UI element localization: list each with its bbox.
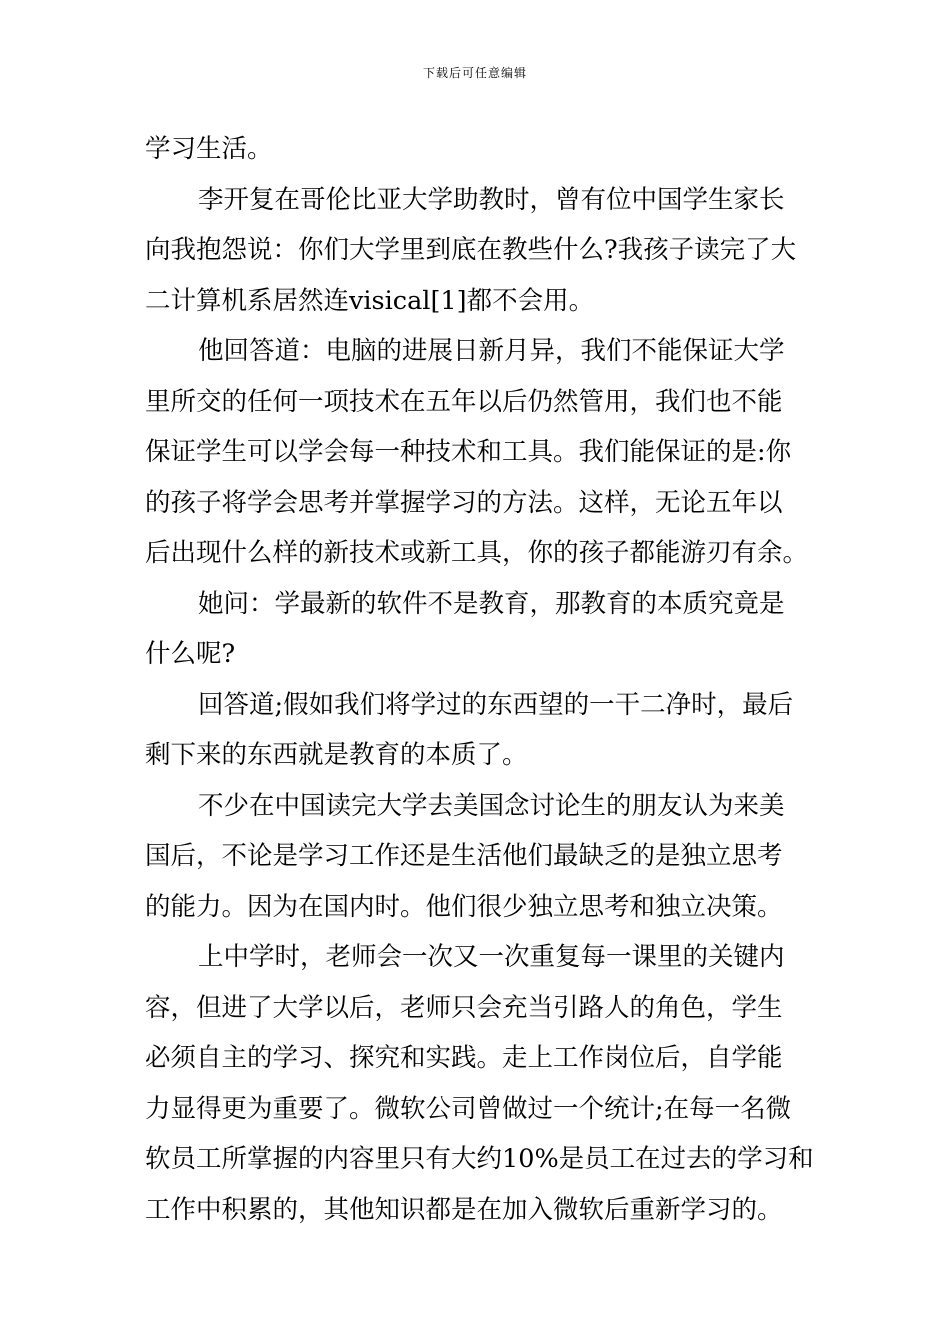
document-body — [145, 124, 814, 1235]
paragraph — [145, 680, 807, 781]
paragraph — [145, 124, 807, 175]
text-line: 李开复在哥伦比亚大学助教时，曾有位中国学生家长 — [198, 184, 785, 215]
text-line: 的孩子将学会思考并掌握学习的方法。这样，无论五年以 — [145, 487, 783, 518]
text-line: 必须自主的学习、探究和实践。走上工作岗位后，自学能 — [145, 1043, 783, 1073]
text-line: 软员工所掌握的内容里只有大约10%是员工在过去的学习和 — [145, 1144, 814, 1174]
paragraph — [145, 781, 807, 933]
text-line: 回答道;假如我们将学过的东西望的一干二净时，最后 — [198, 689, 794, 720]
page-header: 下载后可任意编辑 — [422, 66, 527, 80]
text-line: 他回答道：电脑的进展日新月异，我们不能保证大学 — [198, 336, 785, 366]
text-line: 的能力。因为在国内时。他们很少独立思考和独立决策。 — [145, 891, 783, 922]
text-line: 保证学生可以学会每一种技术和工具。我们能保证的是:你 — [145, 437, 792, 467]
text-line: 容，但进了大学以后，老师只会充当引路人的角色，学生 — [145, 992, 783, 1023]
text-line: 二计算机系居然连visical[1]都不会用。 — [145, 285, 595, 316]
text-line: 剩下来的东西就是教育的本质了。 — [145, 740, 528, 770]
paragraph — [145, 932, 814, 1235]
text-line: 什么呢? — [145, 639, 236, 669]
text-line: 不少在中国读完大学去美国念讨论生的朋友认为来美 — [198, 790, 785, 821]
text-line: 里所交的任何一项技术在五年以后仍然管用，我们也不能 — [145, 386, 783, 417]
text-line: 向我抱怨说：你们大学里到底在教些什么?我孩子读完了大 — [145, 235, 797, 265]
paragraph — [145, 175, 807, 327]
paragraph — [145, 326, 807, 579]
text-line: 力显得更为重要了。微软公司曾做过一个统计;在每一名微 — [145, 1093, 792, 1124]
text-line: 后出现什么样的新技术或新工具，你的孩子都能游刃有余。 — [145, 538, 809, 568]
text-line: 她问：学最新的软件不是教育，那教育的本质究竟是 — [198, 588, 785, 619]
text-line: 国后，不论是学习工作还是生活他们最缺乏的是独立思考 — [145, 841, 783, 871]
text-line: 工作中积累的，其他知识都是在加入微软后重新学习的。 — [145, 1194, 783, 1225]
text-line: 上中学时，老师会一次又一次重复每一课里的关键内 — [198, 942, 785, 972]
text-line: 学习生活。 — [145, 134, 273, 164]
paragraph — [145, 579, 807, 680]
